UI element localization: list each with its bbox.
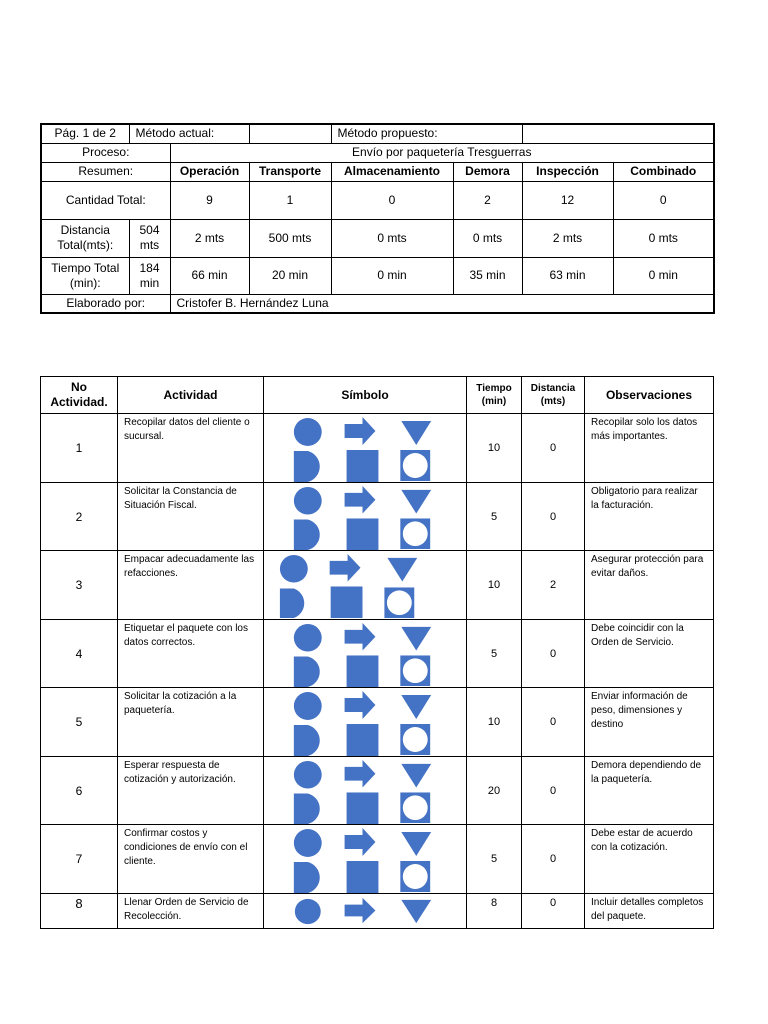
- transport-arrow-icon: [345, 623, 376, 651]
- distance-delay: 0 mts: [453, 219, 522, 257]
- delay-d-icon: [294, 725, 320, 756]
- quantity-delay: 2: [453, 181, 522, 219]
- resumen-label: Resumen:: [41, 162, 170, 181]
- activities-table: [40, 376, 714, 929]
- activity-row: [41, 620, 714, 688]
- activity-row: [41, 825, 714, 894]
- time-total: 184 min: [129, 257, 170, 294]
- operation-circle-icon: [294, 418, 322, 446]
- header-distance: Distancia (mts): [522, 377, 585, 414]
- col-storage: Almacenamiento: [331, 162, 453, 181]
- activity-row: [41, 894, 714, 929]
- distance-operation: 2 mts: [170, 219, 249, 257]
- activity-observations: Enviar información de peso, dimensiones y destino: [585, 688, 714, 757]
- inspection-square-icon: [347, 450, 379, 482]
- storage-triangle-icon: [401, 900, 431, 923]
- combined-circle-icon: [403, 521, 428, 546]
- quantity-operation: 9: [170, 181, 249, 219]
- col-operation: Operación: [170, 162, 249, 181]
- activity-observations: Incluir detalles completos del paquete.: [585, 894, 714, 929]
- page-number: Pág. 1 de 2: [41, 124, 129, 143]
- col-inspection: Inspección: [522, 162, 613, 181]
- combined-circle-icon: [403, 727, 428, 752]
- header-activity: Actividad: [118, 377, 264, 414]
- activity-distance: 0: [522, 620, 585, 688]
- activity-symbols: [264, 757, 467, 825]
- delay-d-icon: [280, 588, 304, 618]
- time-transport: 20 min: [249, 257, 331, 294]
- activity-distance: 0: [522, 894, 585, 929]
- activity-symbols: [264, 688, 467, 757]
- activity-time: 5: [467, 620, 522, 688]
- activity-number: 5: [41, 688, 118, 757]
- col-combined: Combinado: [613, 162, 714, 181]
- activity-distance: 0: [522, 688, 585, 757]
- transport-arrow-icon: [345, 898, 376, 923]
- activity-observations: Debe coincidir con la Orden de Servicio.: [585, 620, 714, 688]
- activity-number: 2: [41, 483, 118, 551]
- transport-arrow-icon: [345, 828, 376, 856]
- activity-symbols: [264, 483, 467, 551]
- activity-number: 4: [41, 620, 118, 688]
- delay-d-icon: [294, 519, 320, 550]
- activity-number: 3: [41, 551, 118, 620]
- symbols-row-3: [264, 551, 466, 619]
- activity-symbols: [264, 825, 467, 894]
- symbols-row-5: [264, 688, 466, 756]
- summary-row-quantity: [41, 181, 714, 219]
- activity-description: Llenar Orden de Servicio de Recolección.: [118, 894, 264, 929]
- operation-circle-icon: [280, 555, 308, 583]
- transport-arrow-icon: [345, 486, 376, 514]
- activity-row: [41, 483, 714, 551]
- storage-triangle-icon: [387, 558, 417, 582]
- current-method-value: [249, 124, 331, 143]
- storage-triangle-icon: [401, 695, 431, 719]
- activity-row: [41, 757, 714, 825]
- header-time: Tiempo (min): [467, 377, 522, 414]
- header-symbol: Símbolo: [264, 377, 467, 414]
- transport-arrow-icon: [330, 554, 361, 582]
- inspection-square-icon: [331, 586, 363, 618]
- symbols-row-1: [264, 414, 466, 482]
- activity-number: 6: [41, 757, 118, 825]
- activity-description: Confirmar costos y condiciones de envío con el cliente.: [118, 825, 264, 894]
- inspection-square-icon: [347, 861, 379, 893]
- combined-circle-icon: [387, 590, 412, 615]
- process-label: Proceso:: [41, 143, 170, 162]
- operation-circle-icon: [294, 761, 322, 789]
- activity-time: 5: [467, 825, 522, 894]
- activity-description: Empacar adecuadamente las refacciones.: [118, 551, 264, 620]
- activity-symbols: [264, 414, 467, 483]
- activity-distance: 0: [522, 483, 585, 551]
- time-operation: 66 min: [170, 257, 249, 294]
- distance-transport: 500 mts: [249, 219, 331, 257]
- delay-d-icon: [294, 862, 320, 893]
- storage-triangle-icon: [401, 490, 431, 514]
- quantity-combined: 0: [613, 181, 714, 219]
- activity-distance: 0: [522, 825, 585, 894]
- time-inspection: 63 min: [522, 257, 613, 294]
- operation-circle-icon: [295, 899, 321, 924]
- activity-description: Recopilar datos del cliente o sucursal.: [118, 414, 264, 483]
- operation-circle-icon: [294, 692, 322, 720]
- symbols-row-7: [264, 825, 466, 893]
- summary-table: [40, 123, 715, 314]
- distance-combined: 0 mts: [613, 219, 714, 257]
- col-transport: Transporte: [249, 162, 331, 181]
- activity-observations: Recopilar solo los datos más importantes.: [585, 414, 714, 483]
- activity-distance: 0: [522, 414, 585, 483]
- activity-row: [41, 414, 714, 483]
- operation-circle-icon: [294, 829, 322, 857]
- prepared-by-label: Elaborado por:: [41, 294, 170, 313]
- symbols-row-8: [264, 894, 466, 928]
- activity-symbols: [264, 551, 467, 620]
- time-delay: 35 min: [453, 257, 522, 294]
- delay-d-icon: [294, 451, 320, 482]
- transport-arrow-icon: [345, 760, 376, 788]
- storage-triangle-icon: [401, 627, 431, 651]
- activity-description: Etiquetar el paquete con los datos correctos.: [118, 620, 264, 688]
- time-combined: 0 min: [613, 257, 714, 294]
- activity-description: Solicitar la Constancia de Situación Fiscal.: [118, 483, 264, 551]
- summary-row-distance: [41, 219, 714, 257]
- proposed-method-label: Método propuesto:: [331, 124, 522, 143]
- activity-symbols: [264, 894, 467, 929]
- inspection-square-icon: [347, 518, 379, 550]
- delay-d-icon: [294, 793, 320, 824]
- quantity-transport: 1: [249, 181, 331, 219]
- activity-time: 10: [467, 414, 522, 483]
- activity-number: 8: [41, 894, 118, 929]
- activity-time: 10: [467, 688, 522, 757]
- distance-total: 504 mts: [129, 219, 170, 257]
- storage-triangle-icon: [401, 421, 431, 445]
- combined-circle-icon: [403, 795, 428, 820]
- proposed-method-value: [522, 124, 714, 143]
- activity-description: Esperar respuesta de cotización y autorización.: [118, 757, 264, 825]
- activity-observations: Demora dependiendo de la paquetería.: [585, 757, 714, 825]
- activity-time: 5: [467, 483, 522, 551]
- activity-description: Solicitar la cotización a la paquetería.: [118, 688, 264, 757]
- storage-triangle-icon: [401, 832, 431, 856]
- activity-distance: 0: [522, 757, 585, 825]
- process-value: Envío por paquetería Tresguerras: [170, 143, 714, 162]
- activity-distance: 2: [522, 551, 585, 620]
- activity-observations: Obligatorio para realizar la facturación.: [585, 483, 714, 551]
- summary-row-time: [41, 257, 714, 294]
- activity-row: [41, 551, 714, 620]
- activity-time: 20: [467, 757, 522, 825]
- prepared-by-value: Cristofer B. Hernández Luna: [170, 294, 714, 313]
- header-no: No Actividad.: [41, 377, 118, 414]
- operation-circle-icon: [294, 624, 322, 652]
- distance-storage: 0 mts: [331, 219, 453, 257]
- activity-observations: Asegurar protección para evitar daños.: [585, 551, 714, 620]
- inspection-square-icon: [347, 655, 379, 687]
- inspection-square-icon: [347, 724, 379, 756]
- activity-row: [41, 688, 714, 757]
- distance-label: Distancia Total(mts):: [41, 219, 129, 257]
- time-label: Tiempo Total (min):: [41, 257, 129, 294]
- operation-circle-icon: [294, 487, 322, 515]
- distance-inspection: 2 mts: [522, 219, 613, 257]
- activity-observations: Debe estar de acuerdo con la cotización.: [585, 825, 714, 894]
- delay-d-icon: [294, 656, 320, 687]
- activity-number: 1: [41, 414, 118, 483]
- quantity-inspection: 12: [522, 181, 613, 219]
- activity-symbols: [264, 620, 467, 688]
- activity-time: 10: [467, 551, 522, 620]
- quantity-storage: 0: [331, 181, 453, 219]
- transport-arrow-icon: [345, 691, 376, 719]
- current-method-label: Método actual:: [129, 124, 249, 143]
- symbols-row-2: [264, 483, 466, 550]
- activity-time: 8: [467, 894, 522, 929]
- symbols-row-6: [264, 757, 466, 824]
- combined-circle-icon: [403, 658, 428, 683]
- symbols-row-4: [264, 620, 466, 687]
- storage-triangle-icon: [401, 764, 431, 788]
- inspection-square-icon: [347, 792, 379, 824]
- activity-number: 7: [41, 825, 118, 894]
- header-observations: Observaciones: [585, 377, 714, 414]
- combined-circle-icon: [403, 864, 428, 889]
- quantity-label: Cantidad Total:: [41, 181, 170, 219]
- col-delay: Demora: [453, 162, 522, 181]
- transport-arrow-icon: [345, 417, 376, 445]
- time-storage: 0 min: [331, 257, 453, 294]
- combined-circle-icon: [403, 453, 428, 478]
